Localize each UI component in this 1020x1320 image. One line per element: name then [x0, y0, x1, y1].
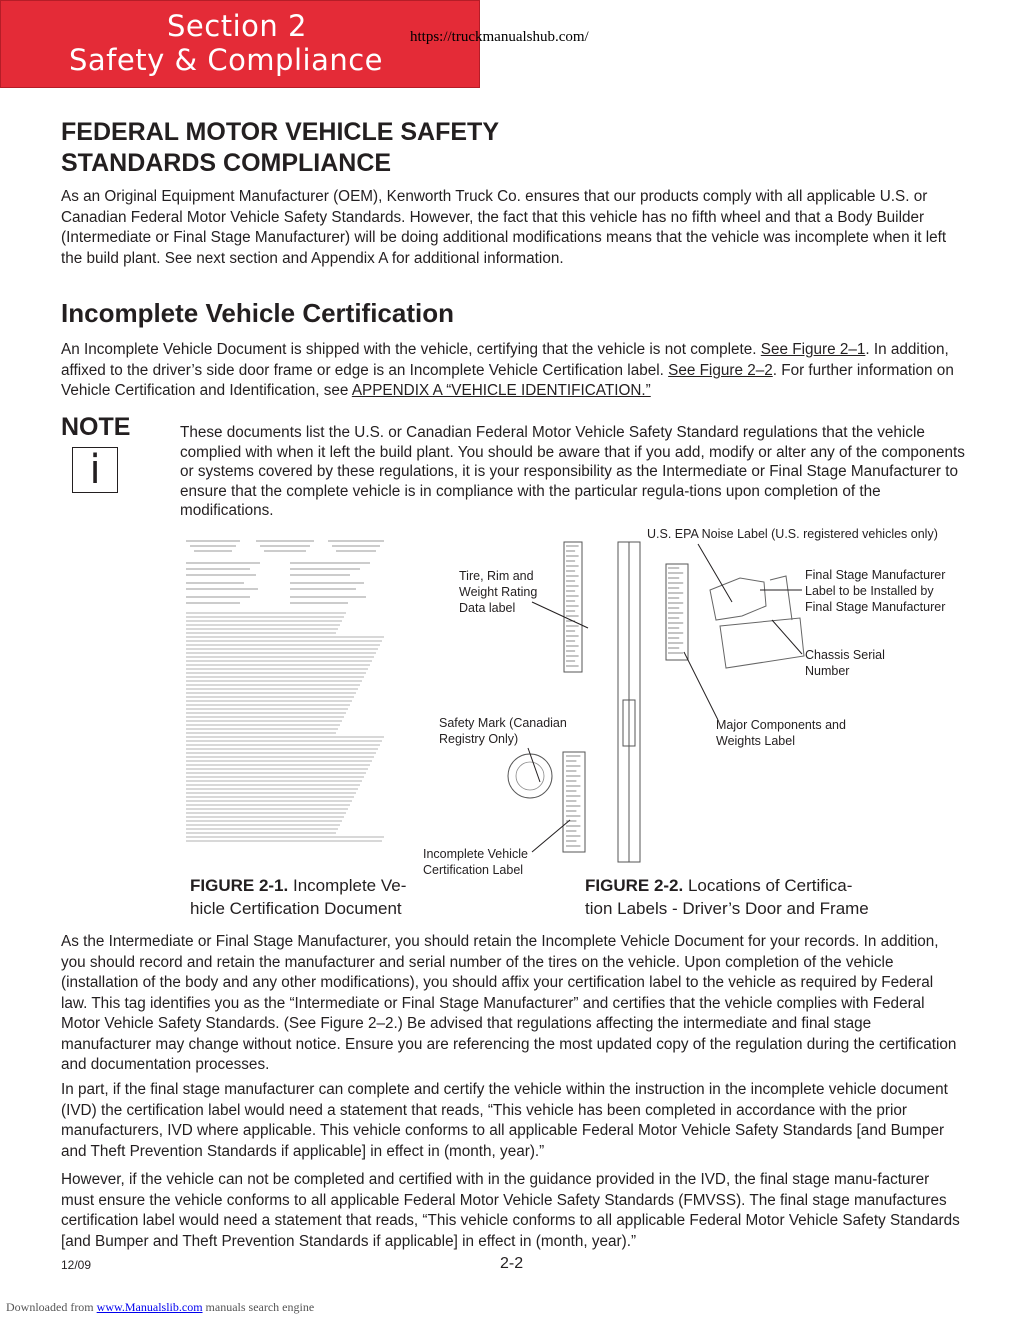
fig2-caption-label: FIGURE 2-2. — [585, 876, 684, 895]
tire-rim-callout — [459, 568, 537, 616]
certification-paragraph — [61, 340, 963, 402]
safety-mark-line2: Registry Only) — [439, 732, 519, 746]
chassis-line1: Chassis Serial — [805, 648, 885, 662]
final-stage-line2: Label to be Installed by — [805, 584, 934, 598]
incomplete-line1: Incomplete Vehicle — [423, 847, 528, 861]
note-label: NOTE — [61, 413, 131, 441]
epa-noise-label-callout: U.S. EPA Noise Label (U.S. registered vehicles only) — [647, 527, 938, 541]
incomplete-cert-callout — [423, 846, 528, 878]
figure-2-2-caption — [585, 874, 869, 920]
safety-mark-line1: Safety Mark (Canadian — [439, 716, 567, 730]
final-stage-line1: Final Stage Manufacturer — [805, 568, 946, 582]
final-stage-callout — [805, 567, 945, 615]
link-figure-2-1[interactable]: See Figure 2–1 — [760, 341, 866, 358]
tire-rim-line2: Weight Rating — [459, 585, 538, 599]
safety-mark-callout — [439, 715, 567, 747]
link-appendix-a[interactable]: APPENDIX A “VEHICLE IDENTIFICATION.” — [351, 382, 651, 399]
chassis-line2: Number — [805, 664, 850, 678]
section-title: Safety & Compliance — [69, 43, 384, 77]
page-title-line1: FEDERAL MOTOR VEHICLE SAFETY — [61, 118, 500, 146]
download-suffix: manuals search engine — [202, 1300, 315, 1314]
manualslib-link[interactable]: www.Manualslib.com — [96, 1300, 203, 1314]
fig1-caption-line2: hicle Certification Document — [190, 899, 402, 918]
major-components-callout — [716, 717, 846, 749]
body-paragraph-3: However, if the vehicle can not be completed and certified with in the guidance provided in the IVD, the final stage manu-facturer must ensure the vehicle conforms to all applicable Federal Motor Vehicle Safety Standards (FMVSS). The final stage manufactures certification label would need a statement that reads, “This vehicle conforms to all applicable Federal Motor Vehicle Safety Standards [and Bumper and Theft Prevention Standards if applicable] in effect in (month, year).” — [61, 1171, 960, 1250]
incomplete-vehicle-document-illustration — [180, 533, 392, 851]
source-url[interactable]: https://truckmanualshub.com/ — [410, 29, 589, 45]
major-comp-line2: Weights Label — [716, 734, 795, 748]
cert-text-1: An Incomplete Vehicle Document is shipped with the vehicle, certifying that the vehicle is not complete. — [61, 341, 761, 358]
subsection-heading: Incomplete Vehicle Certification — [61, 298, 454, 328]
page-title-line2: STANDARDS COMPLIANCE — [61, 149, 392, 177]
page-title — [61, 117, 499, 179]
fig2-caption-line1: Locations of Certifica- — [683, 876, 853, 895]
tire-rim-line1: Tire, Rim and — [459, 569, 534, 583]
footer-date: 12/09 — [61, 1258, 92, 1272]
cert-text-2: . In addition, affixed to the driver’s side door frame or edge is an Incomplete Vehicle Certification label. — [61, 341, 949, 379]
fig1-caption-label: FIGURE 2-1. — [190, 876, 289, 895]
figure-2-1-caption — [190, 874, 406, 920]
fig1-caption-line1: Incomplete Ve- — [288, 876, 407, 895]
info-icon: i — [72, 447, 118, 493]
tire-rim-line3: Data label — [459, 601, 516, 615]
note-text: These documents list the U.S. or Canadian Federal Motor Vehicle Safety Standard regulations that the vehicle complied with when it left the build plant. You should be aware that if you add, modify or alter any of the components or systems covered by these regulations, it is your responsibility as the Intermediate or Final Stage Manufacturer to ensure that the complete vehicle is in compliance with the particular regula-tions upon completion of the modifications. — [180, 424, 965, 519]
section-number: Section 2 — [167, 9, 307, 43]
body-paragraph-2: In part, if the final stage manufacturer can complete and certify the vehicle within the instruction in the incomplete vehicle document (IVD) the certification label would need a statement that reads, “This vehicle has been completed in accordance with the prior manufacturers, IVD where applicable. This vehicle conforms to all applicable Federal Motor Vehicle Safety Standards [and Bumper and Theft Prevention Standards if applicable] in effect in (month, year).” — [61, 1081, 948, 1160]
fig2-caption-line2: tion Labels - Driver’s Door and Frame — [585, 899, 869, 918]
download-prefix: Downloaded from — [6, 1300, 97, 1314]
body-paragraph-1: As the Intermediate or Final Stage Manufacturer, you should retain the Incomplete Vehicle Document for your records. In addition, you should record and retain the manufacturer and serial number of the tires on the vehicle. Upon completion of the vehicle (installation of the body and any other modifications), you should affix your certification label to the vehicle as required by Federal law. This tag identifies you as the “Intermediate or Final Stage Manufacturer” and certifies that the vehicle complies with Federal Motor Vehicle Safety Standards. (See Figure 2–2.) Be advised that regulations affecting the intermediate and final stage manufacturer may change without notice. Ensure you are referencing the most updated copy of the regulation during the certification and documentation processes. — [61, 933, 957, 1073]
link-figure-2-2[interactable]: See Figure 2–2 — [668, 361, 773, 379]
download-notice — [6, 1300, 314, 1315]
section-tab — [0, 0, 480, 88]
page-number: 2-2 — [500, 1255, 524, 1272]
cert-text-3: . For further information on Vehicle Certification and Identification, see — [61, 361, 954, 399]
chassis-serial-callout — [805, 647, 885, 679]
intro-paragraph: As an Original Equipment Manufacturer (OEM), Kenworth Truck Co. ensures that our products comply with all applicable U.S. or Canadian Federal Motor Vehicle Safety Standards. However, the fact that this vehicle has no fifth wheel and that a Body Builder (Intermediate or Final Stage Manufacturer) will be doing additional modifications means that the vehicle was incomplete when it left the build plant. See next section and Appendix A for additional information. — [61, 188, 947, 267]
major-comp-line1: Major Components and — [716, 718, 846, 732]
final-stage-line3: Final Stage Manufacturer — [805, 600, 946, 614]
incomplete-line2: Certification Label — [423, 863, 524, 877]
